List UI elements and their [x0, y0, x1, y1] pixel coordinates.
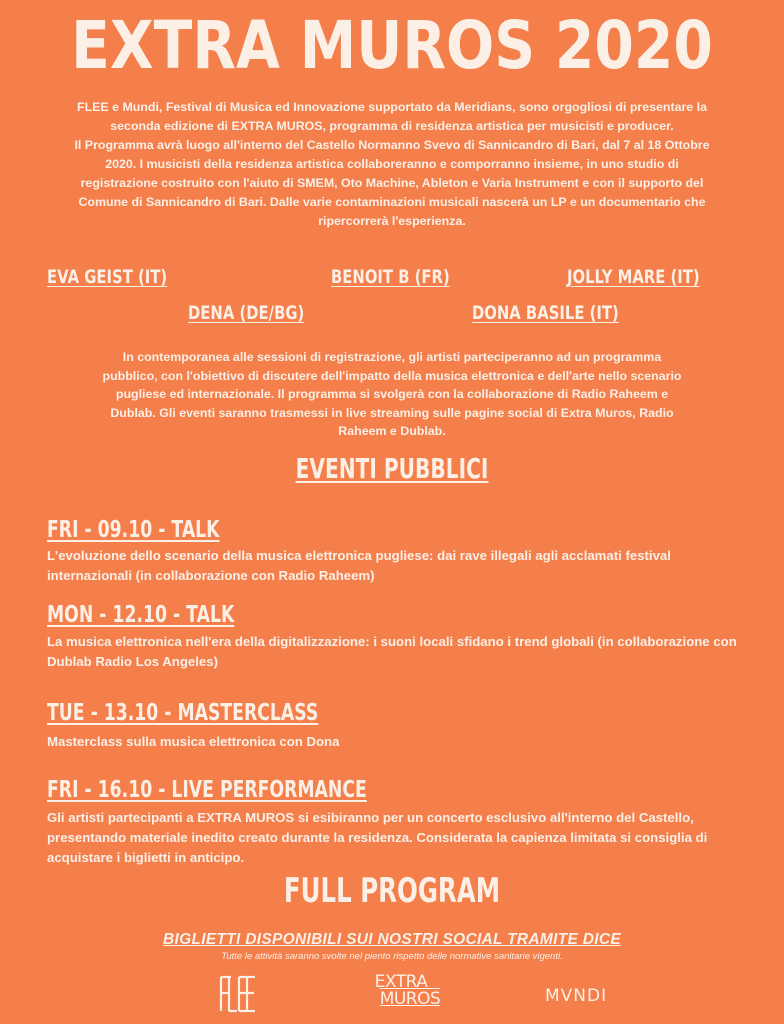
intro-paragraph-2: Il Programma avrà luogo all'interno del Castello Normanno Svevo di Sannicandro di Bari, dal 7 al 18 Ottobre 2020. I musicisti della residenza artistica collaboreranno e comporranno insieme, in uno studio di registrazione costruito con l'aiuto di SMEM, Oto Machine, Ableton e Varia Instrument e con il supporto del Comune di Sannicandro di Bari. Dalle varie contaminazioni musicali nascerà un LP e un documentario che ripercorrerà l'esperienza. [74, 138, 710, 228]
event-3-heading[interactable]: TUE - 13.10 - MASTERCLASS [47, 700, 319, 726]
artist-link-dena[interactable]: DENA (DE/BG) [188, 302, 305, 324]
event-3-description: Masterclass sulla musica elettronica con Dona [47, 734, 340, 749]
artist-link-eva-geist[interactable]: EVA GEIST (IT) [47, 266, 168, 288]
artist-link-jolly-mare[interactable]: JOLLY MARE (IT) [567, 266, 700, 288]
page-title: EXTRA MUROS 2020 [71, 7, 713, 84]
event-1-description: L'evoluzione dello scenario della musica elettronica pugliese: dai rave illegali agli acclamati festival internazionali (in collaborazione con Radio Raheem) [47, 548, 671, 583]
event-4-heading[interactable]: FRI - 16.10 - LIVE PERFORMANCE [47, 777, 367, 803]
public-program-description: In contemporanea alle sessioni di registrazione, gli artisti parteciperanno ad un programma pubblico, con l'obiettivo di discutere dell'impatto della musica elettronica e dell'arte nello scenario pugliese ed internazionale. Il programma si svolgerà con la collaborazione di Radio Raheem e Dublab. Gli eventi saranno trasmessi in live streaming sulle pagine social di Extra Muros, Radio Raheem e Dublab. [102, 350, 682, 439]
artist-link-dona-basile[interactable]: DONA BASILE (IT) [472, 302, 619, 324]
flee-logo [218, 975, 258, 1013]
event-2-heading[interactable]: MON - 12.10 - TALK [47, 602, 235, 628]
extra-muros-logo-line2: MUROS [379, 989, 441, 1009]
intro-paragraph-1: FLEE e Mundi, Festival di Musica ed Innovazione supportato da Meridians, sono orgogliosi di presentare la seconda edizione di EXTRA MUROS, programma di residenza artistica per musicisti e producer. [77, 100, 707, 133]
event-1-heading[interactable]: FRI - 09.10 - TALK [47, 517, 220, 543]
health-note: Tutte le attività saranno svolte nel piento rispetto delle normative sanitarie vigenti. [221, 951, 563, 962]
extra-muros-logo-line1: EXTRA [374, 972, 428, 992]
tickets-link[interactable]: BIGLIETTI DISPONIBILI SUI NOSTRI SOCIAL TRAMITE DICE [163, 931, 621, 948]
extra-muros-logo [335, 974, 467, 1008]
event-4-description: Gli artisti partecipanti a EXTRA MUROS si esibiranno per un concerto esclusivo all'interno del Castello, presentando materiale inedito creato durante la residenza. Considerata la capienza limitata si consiglia di acquistare i biglietti in anticipo. [47, 810, 708, 865]
mundi-logo: MVNDI [545, 986, 608, 1006]
full-program-link[interactable]: FULL PROGRAM [283, 871, 501, 911]
event-2-description: La musica elettronica nell'era della digitalizzazione: i suoni locali sfidano i trend globali (in collaborazione con Dublab Radio Los Angeles) [47, 634, 737, 669]
intro-text [70, 98, 714, 231]
artist-link-benoit-b[interactable]: BENOIT B (FR) [331, 266, 450, 288]
events-heading[interactable]: EVENTI PUBBLICI [295, 452, 489, 485]
